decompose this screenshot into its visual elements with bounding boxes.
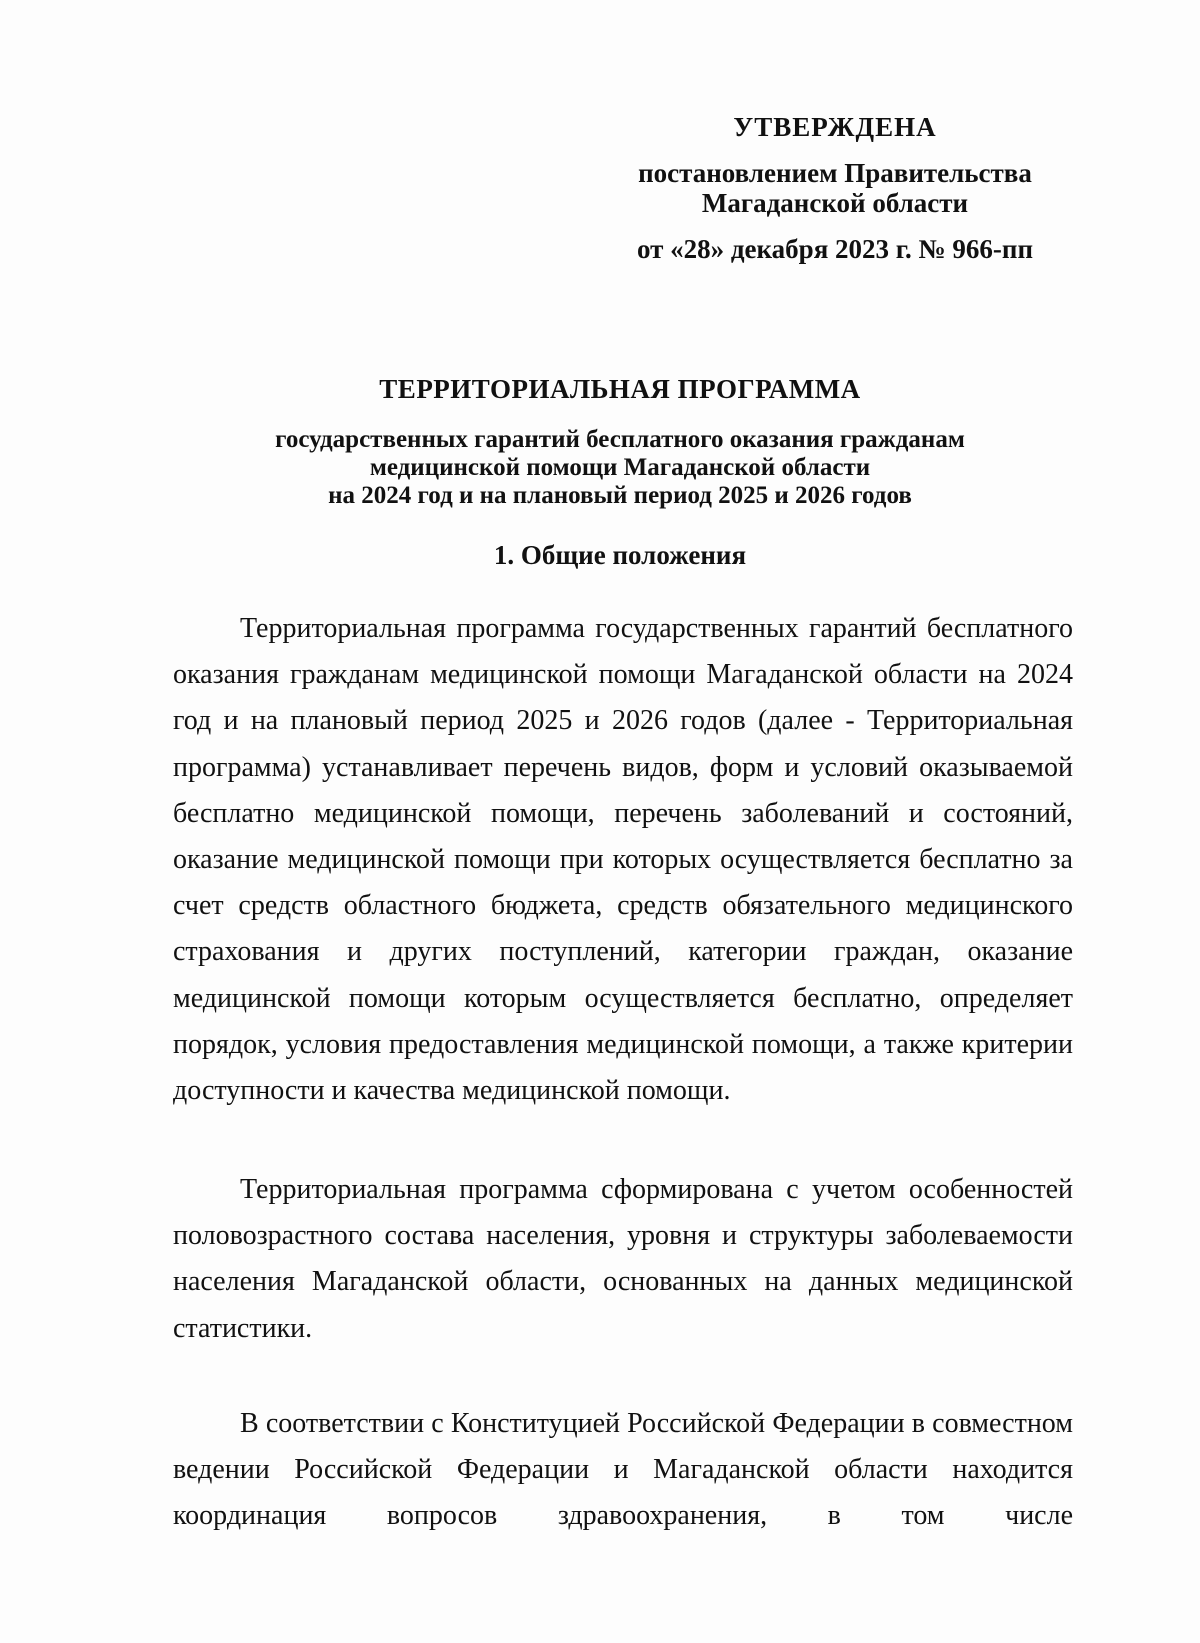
paragraph: В соответствии с Конституцией Российской Федерации в совместном ведении Российской Федерации и Магаданской области находится координация вопросов здравоохранения, в том числе <box>173 1408 1073 1532</box>
approval-issuer-line-1: постановлением Правительства <box>638 158 1032 188</box>
program-subtitle <box>170 426 1070 510</box>
program-subtitle-line-1: государственных гарантий бесплатного оказания гражданам <box>275 426 965 453</box>
section-title: 1. Общие положения <box>493 540 747 570</box>
paragraph: Территориальная программа государственных гарантий бесплатного оказания гражданам медицинской помощи Магаданской области на 2024 год и на плановый период 2025 и 2026 годов (далее - Территориальная программа) устанавливает перечень видов, форм и условий оказываемой бесплатно медицинской помощи, перечень заболеваний и состояний, оказание медицинской помощи при которых осуществляется бесплатно за счет средств областного бюджета, средств обязательного медицинского страхования и других поступлений, категории граждан, оказание медицинской помощи которым осуществляется бесплатно, определяет порядок, условия предоставления медицинской помощи, а также критерии доступности и качества медицинской помощи. <box>173 613 1073 1107</box>
approval-date: от «28» декабря 2023 г. № 966-пп <box>636 234 1034 264</box>
program-subtitle-line-2: медицинской помощи Магаданской области <box>369 454 871 481</box>
approval-issuer-line-2: Магаданской области <box>701 188 969 218</box>
program-title: ТЕРРИТОРИАЛЬНАЯ ПРОГРАММА <box>379 374 861 404</box>
approval-issuer <box>600 158 1070 218</box>
approval-title: УТВЕРЖДЕНА <box>733 112 937 142</box>
paragraph: Территориальная программа сформирована с учетом особенностей половозрастного состава населения, уровня и структуры заболеваемости населения Магаданской области, основанных на данных медицинской статистики. <box>173 1174 1073 1344</box>
program-subtitle-line-3: на 2024 год и на плановый период 2025 и 2026 годов <box>328 482 912 509</box>
